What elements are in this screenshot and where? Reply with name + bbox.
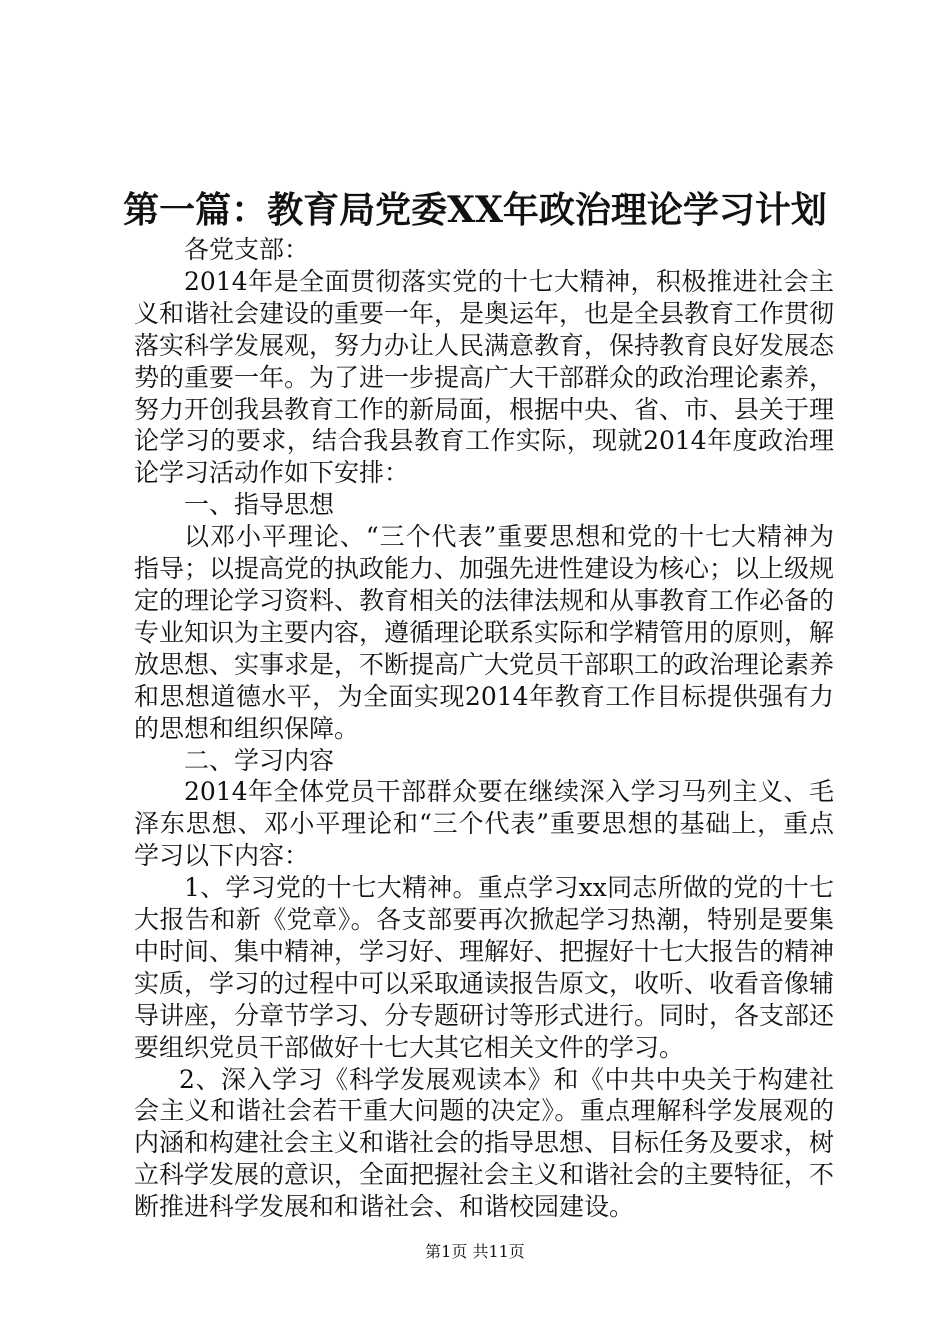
paragraph-study-content: 2014年全体党员干部群众要在继续深入学习马列主义、毛泽东思想、邓小平理论和“三个代表”重要思想的基础上，重点学习以下内容： <box>134 777 834 871</box>
paragraph-guiding-ideology: 以邓小平理论、“三个代表”重要思想和党的十七大精神为指导；以提高党的执政能力、加强先进性建设为核心；以上级规定的理论学习资料、教育相关的法律法规和从事教育工作必备的专业知识为主要内容，遵循理论联系实际和学精管用的原则，解放思想、实事求是，不断提高广大党员干部职工的政治理论素养和思想道德水平，为全面实现2014年教育工作目标提供强有力的思想和组织保障。 <box>134 522 835 743</box>
paragraph-intro: 2014年是全面贯彻落实党的十七大精神，积极推进社会主义和谐社会建设的重要一年，是奥运年，也是全县教育工作贯彻落实科学发展观，努力办让人民满意教育，保持教育良好发展态势的重要一年。为了进一步提高广大干部群众的政治理论素养，努力开创我县教育工作的新局面，根据中央、省、市、县关于理论学习的要求，结合我县教育工作实际，现就2014年度政治理论学习活动作如下安排： <box>134 266 835 488</box>
paragraph-item-1: 1、学习党的十七大精神。重点学习xx同志所做的党的十七大报告和新《党章》。各支部要再次掀起学习热潮，特别是要集中时间、集中精神，学习好、理解好、把握好十七大报告的精神实质，学习的过程中可以采取通读报告原文，收听、收看音像辅导讲座，分章节学习、分专题研讨等形式进行。同时，各支部还要组织党员干部做好十七大其它相关文件的学习。 <box>134 873 835 1062</box>
document-body <box>134 234 834 1223</box>
document-title: 第一篇：教育局党委XX年政治理论学习计划 <box>123 189 827 231</box>
paragraph-item-2: 2、深入学习《科学发展观读本》和《中共中央关于构建社会主义和谐社会若干重大问题的决定》。重点理解科学发展观的内涵和构建社会主义和谐社会的指导思想、目标任务及要求，树立科学发展的意识，全面把握社会主义和谐社会的主要特征，不断推进科学发展和和谐社会、和谐校园建设。 <box>134 1064 835 1222</box>
section-heading-guiding-ideology: 一、指导思想 <box>184 490 335 520</box>
section-heading-study-content: 二、学习内容 <box>184 745 335 775</box>
salutation: 各党支部： <box>184 235 310 264</box>
page-number: 第1页 共11页 <box>425 1242 525 1261</box>
